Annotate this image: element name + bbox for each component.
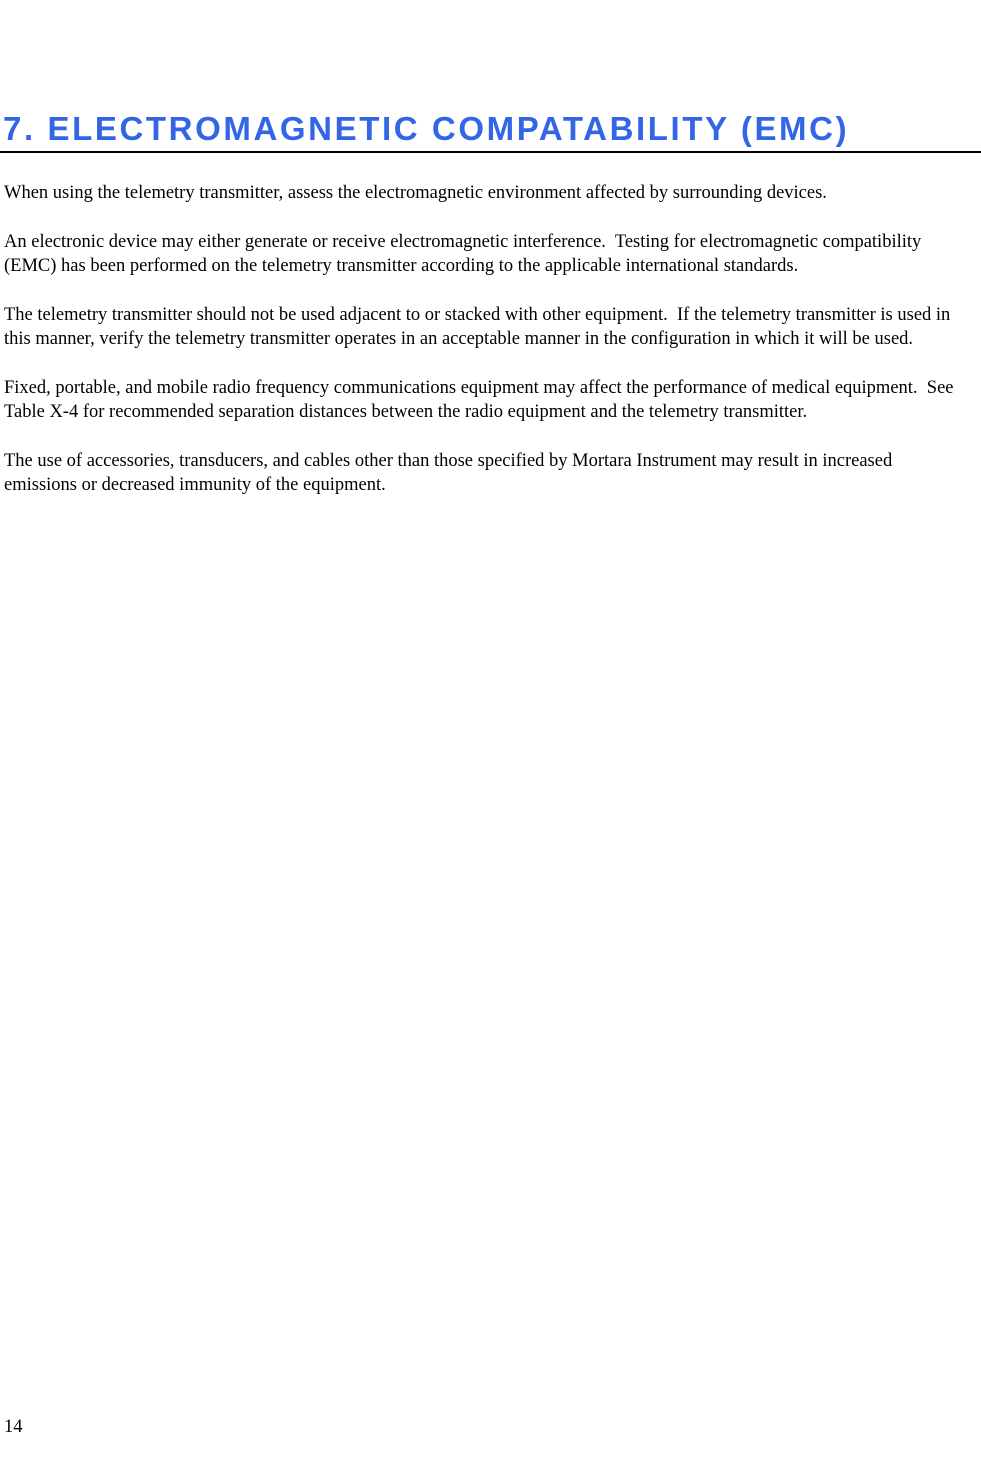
heading-underline [0,151,981,153]
page-number: 14 [4,1417,23,1437]
paragraph-accessories: The use of accessories, transducers, and cables other than those specified by Mortara Instrument may result in increased emissions or decreased immunity of the equipment. [4,450,897,495]
paragraph-stacking: The telemetry transmitter should not be used adjacent to or stacked with other equipment. If the telemetry transmitter is used in this manner, verify the telemetry transmitter operates in an acceptable manner in the configuration in which it will be used. [4,304,955,349]
paragraph-rf-equipment: Fixed, portable, and mobile radio frequency communications equipment may affect the performance of medical equipment. See Table X-4 for recommended separation distances between the radio equipment and the telemetry transmitter. [4,377,958,422]
body-text [4,181,964,522]
section-heading: 7. ELECTROMAGNETIC COMPATABILITY (EMC) [3,110,850,147]
paragraph-environment: When using the telemetry transmitter, assess the electromagnetic environment affected by surrounding devices. [4,183,827,203]
paragraph-emc-testing: An electronic device may either generate or receive electromagnetic interference. Testing for electromagnetic compatibility (EMC) has been performed on the telemetry transmitter according to the applicable international standards. [4,231,926,276]
